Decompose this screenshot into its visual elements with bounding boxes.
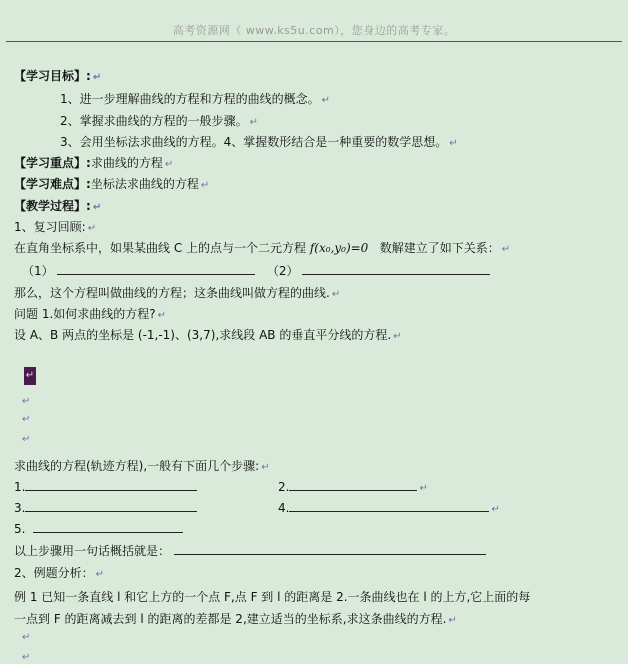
review-intro: 在直角坐标系中，如果某曲线 C 上的点与一个二元方程 f(x₀,y₀)=0 数解建立了如下关系： ↵	[14, 241, 511, 255]
empty-paragraph: ↵	[22, 652, 31, 663]
step-5-blank[interactable]	[33, 521, 183, 533]
example-1-line-1: 例 1 已知一条直线 l 和它上方的一个点 F,点 F 到 l 的距离是 2.一条曲线也在 l 的上方,它上面的每	[14, 590, 531, 604]
steps-intro: 求曲线的方程(轨迹方程),一般有下面几个步骤: ↵	[14, 459, 270, 473]
step-2: 2. ↵	[278, 480, 428, 494]
focus-line: 【学习重点】:求曲线的方程 ↵	[14, 156, 174, 170]
review-title: 1、复习回顾: ↵	[14, 220, 97, 234]
step-3-blank[interactable]	[25, 500, 197, 512]
review-conclusion: 那么，这个方程叫做曲线的方程；这条曲线叫做方程的曲线. ↵	[14, 286, 341, 300]
empty-paragraph: ↵	[22, 396, 31, 407]
steps-summary: 以上步骤用一句话概括就是：	[14, 543, 486, 559]
empty-paragraph: ↵	[22, 434, 31, 445]
review-blanks: （1） （2）	[22, 263, 490, 279]
step-1-blank[interactable]	[25, 479, 197, 491]
blank-1[interactable]	[57, 263, 255, 275]
question-text: 设 A、B 两点的坐标是 (-1,-1)、(3,7),求线段 AB 的垂直平分线的方程. ↵	[14, 328, 402, 342]
goal-item-1: 1、进一步理解曲线的方程和方程的曲线的概念。 ↵	[60, 92, 331, 106]
empty-paragraph: ↵	[22, 414, 31, 425]
goal-item-3: 3、会用坐标法求曲线的方程。4、掌握数形结合是一种重要的数学思想。 ↵	[60, 135, 458, 149]
empty-paragraph: ↵	[22, 632, 31, 643]
process-heading: 【教学过程】: ↵	[14, 199, 102, 213]
step-4-blank[interactable]	[289, 500, 489, 512]
step-1: 1.	[14, 479, 197, 495]
difficulty-line: 【学习难点】:坐标法求曲线的方程 ↵	[14, 177, 210, 191]
step-3: 3.	[14, 500, 197, 516]
question-title: 问题 1.如何求曲线的方程? ↵	[14, 307, 167, 321]
summary-blank[interactable]	[174, 543, 486, 555]
goals-heading: 【学习目标】: ↵	[14, 69, 102, 83]
step-5: 5.	[14, 521, 183, 537]
header-watermark: 高考资源网（ www.ks5u.com），您身边的高考专家。	[172, 24, 456, 37]
text-cursor[interactable]: ↵	[24, 367, 36, 385]
goal-item-2: 2、掌握求曲线的方程的一般步骤。 ↵	[60, 114, 259, 128]
step-4: 4. ↵	[278, 501, 500, 515]
examples-title: 2、例题分析： ↵	[14, 566, 105, 580]
formula: f(x₀,y₀)=0	[309, 241, 369, 255]
step-2-blank[interactable]	[289, 479, 417, 491]
header-rule	[6, 41, 622, 42]
example-1-line-2: 一点到 F 的距离减去到 l 的距离的差都是 2,建立适当的坐标系,求这条曲线的方程. ↵	[14, 612, 457, 626]
blank-2[interactable]	[302, 263, 490, 275]
